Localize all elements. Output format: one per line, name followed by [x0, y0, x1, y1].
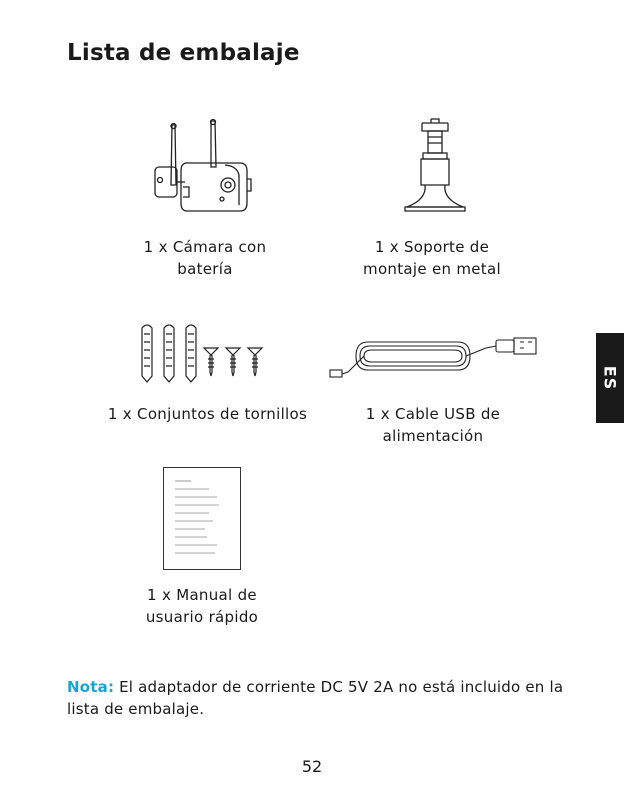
page-number: 52 — [301, 757, 323, 776]
camera-icon — [145, 115, 265, 225]
mount-caption — [332, 236, 532, 280]
manual-icon — [163, 467, 241, 570]
caption-line: montaje en metal — [363, 260, 501, 278]
camera-item — [145, 115, 265, 225]
caption-line: alimentación — [382, 427, 484, 445]
caption-line: 1 x Conjuntos de tornillos — [107, 405, 308, 423]
usb-cable-icon — [328, 328, 540, 386]
caption-line: 1 x Cámara con — [143, 238, 267, 256]
screws-item — [138, 320, 268, 385]
usb-cable-item — [328, 328, 540, 386]
caption-line: 1 x Cable USB de — [365, 405, 501, 423]
caption-line: 1 x Manual de — [147, 586, 257, 604]
caption-line: usuario rápido — [145, 608, 259, 626]
mount-icon — [395, 115, 475, 215]
language-tab — [596, 333, 624, 423]
camera-caption — [105, 236, 305, 280]
page-title: Lista de embalaje — [67, 40, 300, 66]
note-text: El adaptador de corriente DC 5V 2A no está incluido en la lista de embalaje. — [67, 678, 564, 718]
manual-caption — [102, 584, 302, 628]
caption-line: 1 x Soporte de — [374, 238, 490, 256]
note-paragraph — [67, 676, 567, 720]
language-tab-label: ES — [600, 365, 620, 391]
usb-cable-caption — [333, 403, 533, 447]
mount-item — [395, 115, 475, 215]
screws-icon — [138, 320, 268, 385]
note-label: Nota: — [67, 678, 115, 696]
manual-item — [163, 467, 241, 570]
caption-line: batería — [177, 260, 233, 278]
screws-caption — [95, 403, 320, 425]
